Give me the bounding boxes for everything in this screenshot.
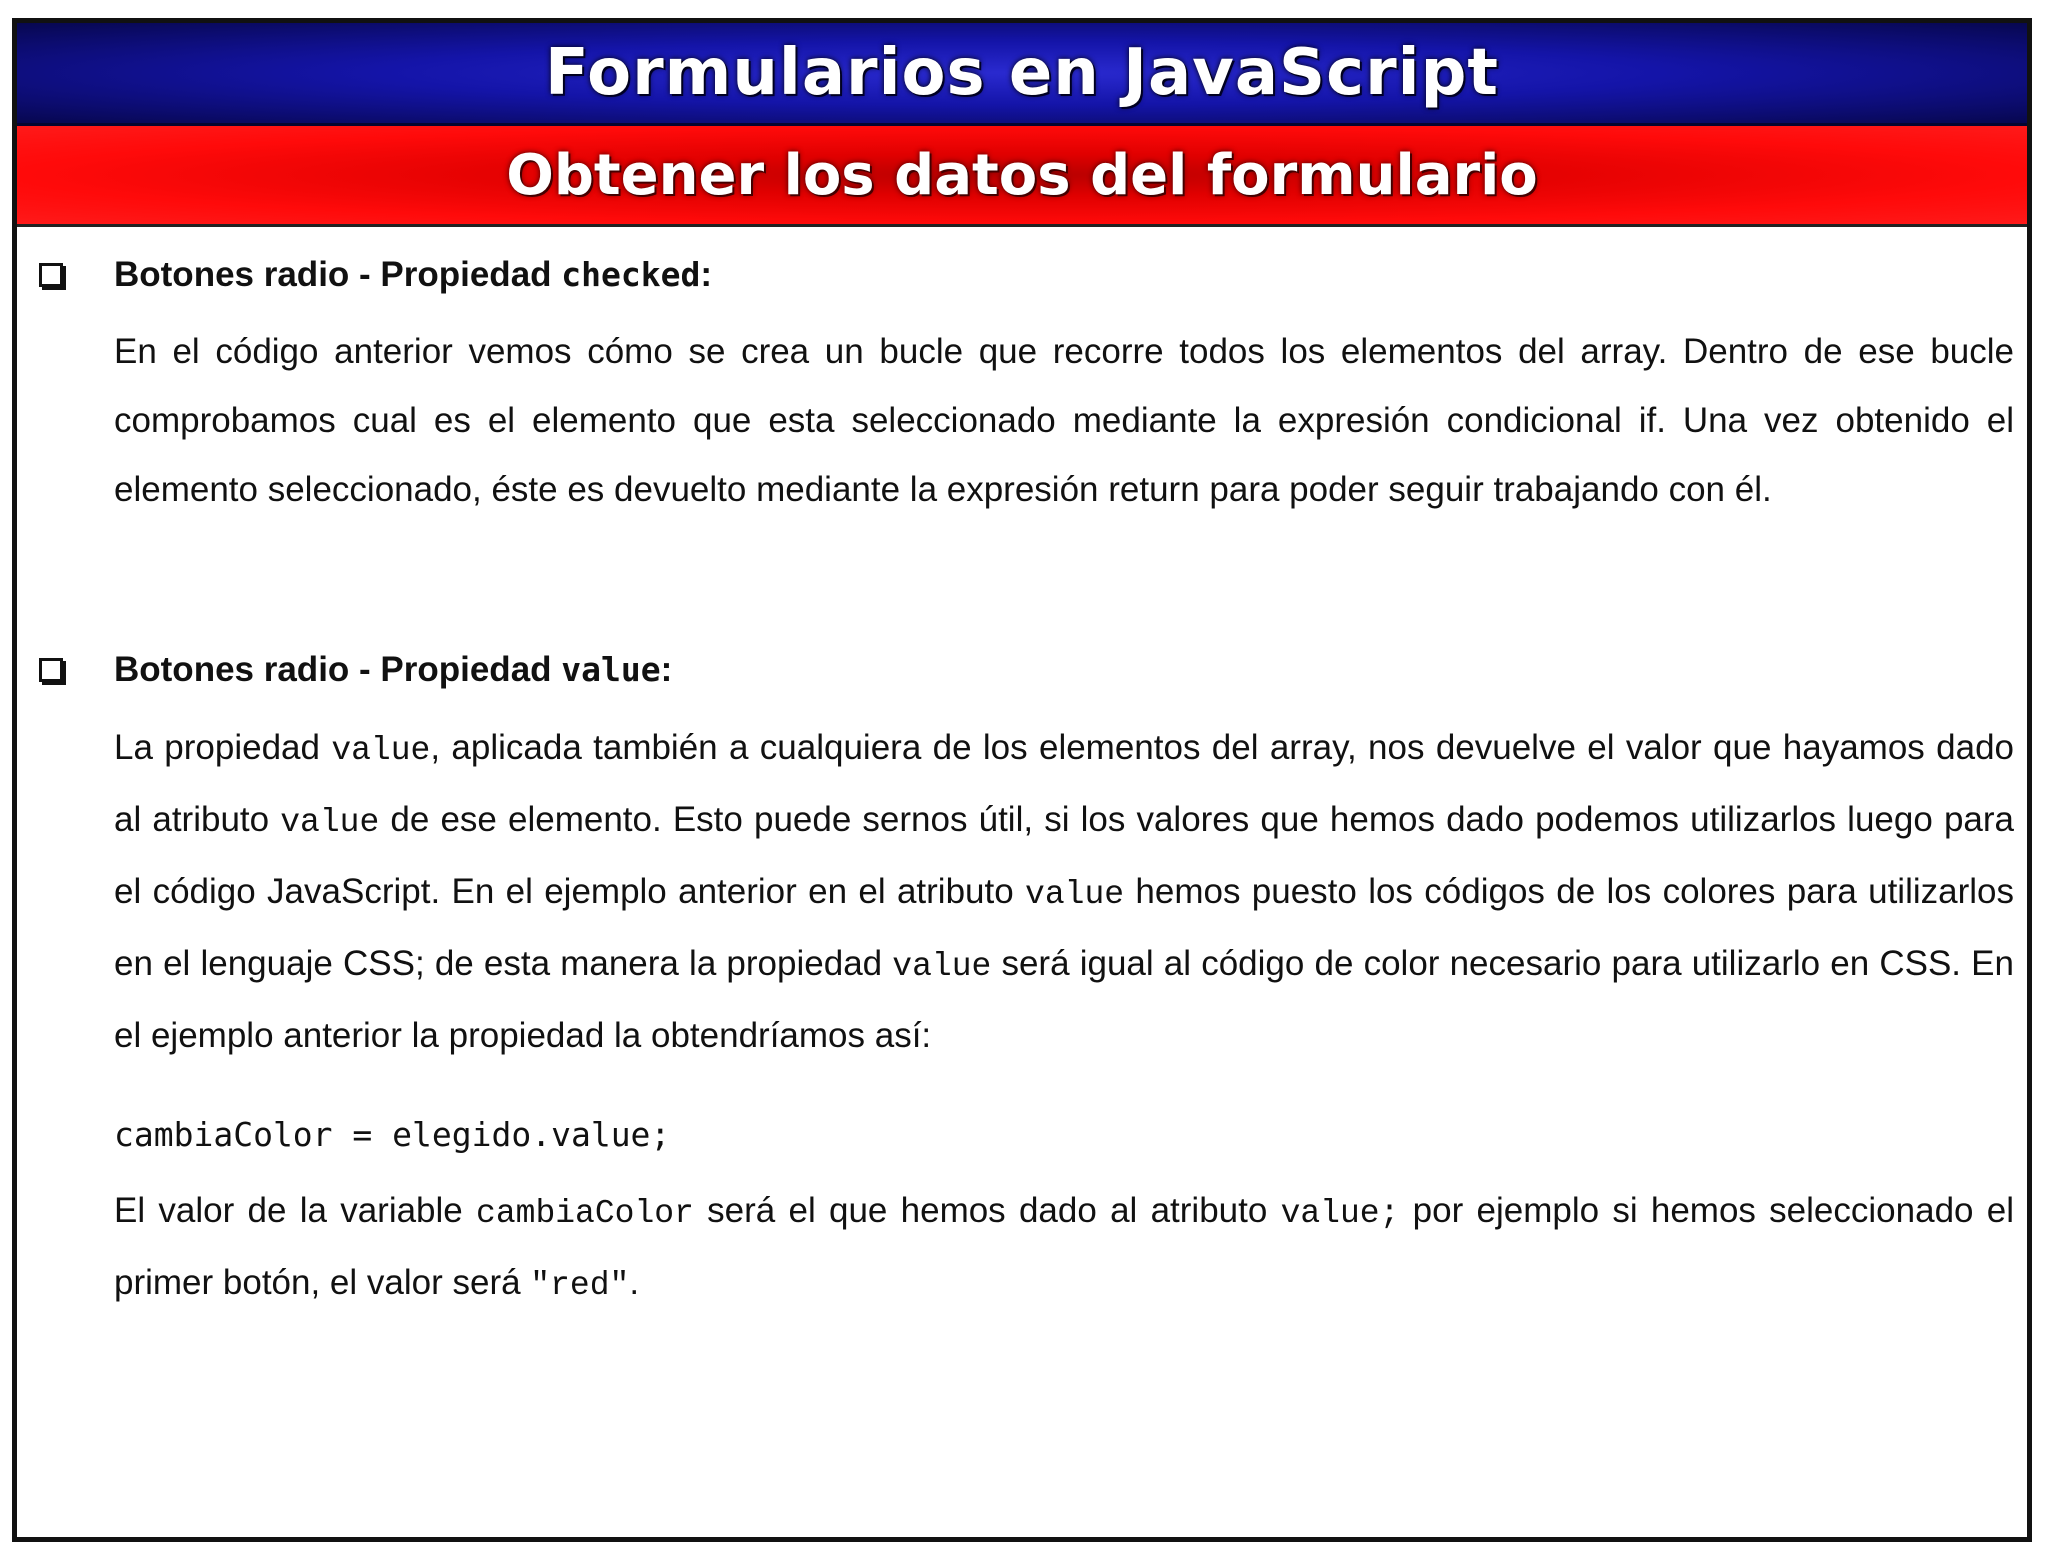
section-heading-value	[17, 650, 2027, 690]
inline-code: value	[1025, 876, 1125, 913]
text-run: será el que hemos dado al atributo	[693, 1191, 1281, 1230]
text-run: por ejemplo si hemos seleccionado el primer botón, el valor será	[114, 1191, 2014, 1302]
section-heading-text	[114, 650, 672, 690]
heading-code: value	[561, 650, 661, 689]
inline-code: cambiaColor	[476, 1195, 694, 1232]
inline-code: "red"	[530, 1267, 630, 1304]
paragraph-value-result	[114, 1176, 2014, 1320]
checkbox-bullet-icon	[39, 658, 63, 682]
text-run: El valor de la variable	[114, 1191, 477, 1230]
paragraph-checked: En el código anterior vemos cómo se crea un bucle que recorre todos los elementos del array. Dentro de ese bucle comprobamos cual es el elemento que esta seleccionado mediante la expresión condicional if. Una vez obtenido el elemento seleccionado, éste es devuelto mediante la expresión return para poder seguir trabajando con él.	[114, 332, 2014, 509]
code-example: cambiaColor = elegido.value;	[114, 1115, 671, 1154]
checkbox-bullet-icon	[39, 263, 63, 287]
title-bar	[17, 23, 2027, 126]
text-run: de ese elemento. Esto puede sernos útil, si los valores que hemos dado podemos utilizarlos luego para el código JavaScript. En el ejemplo anterior en el atributo	[114, 800, 2014, 911]
inline-code: value;	[1280, 1195, 1400, 1232]
paragraph-value-description	[114, 713, 2014, 1070]
section-heading-checked	[17, 255, 2027, 295]
section-heading-text	[114, 255, 712, 295]
text-run: será igual al código de color necesario para utilizarlo en CSS. En el ejemplo anterior la propiedad la obtendríamos así:	[114, 944, 2014, 1055]
inline-code: value	[892, 948, 992, 985]
text-run: hemos puesto los códigos de los colores para utilizarlos en el lenguaje CSS; de esta manera la propiedad	[114, 872, 2014, 983]
inline-code: value	[280, 804, 380, 841]
page-subtitle: Obtener los datos del formulario	[506, 142, 1538, 208]
text-run: .	[629, 1263, 640, 1302]
heading-label: Botones radio - Propiedad	[114, 650, 562, 689]
subtitle-bar	[17, 126, 2027, 227]
slide	[12, 18, 2032, 1542]
page-title: Formularios en JavaScript	[545, 36, 1499, 110]
heading-code: checked	[561, 255, 701, 294]
text-run: La propiedad	[114, 728, 332, 767]
inline-code: value	[331, 732, 431, 769]
heading-colon: :	[700, 255, 712, 294]
heading-label: Botones radio - Propiedad	[114, 255, 562, 294]
text-run: , aplicada también a cualquiera de los elementos del array, nos devuelve el valor que hayamos dado al atributo	[114, 728, 2014, 839]
heading-colon: :	[660, 650, 673, 689]
